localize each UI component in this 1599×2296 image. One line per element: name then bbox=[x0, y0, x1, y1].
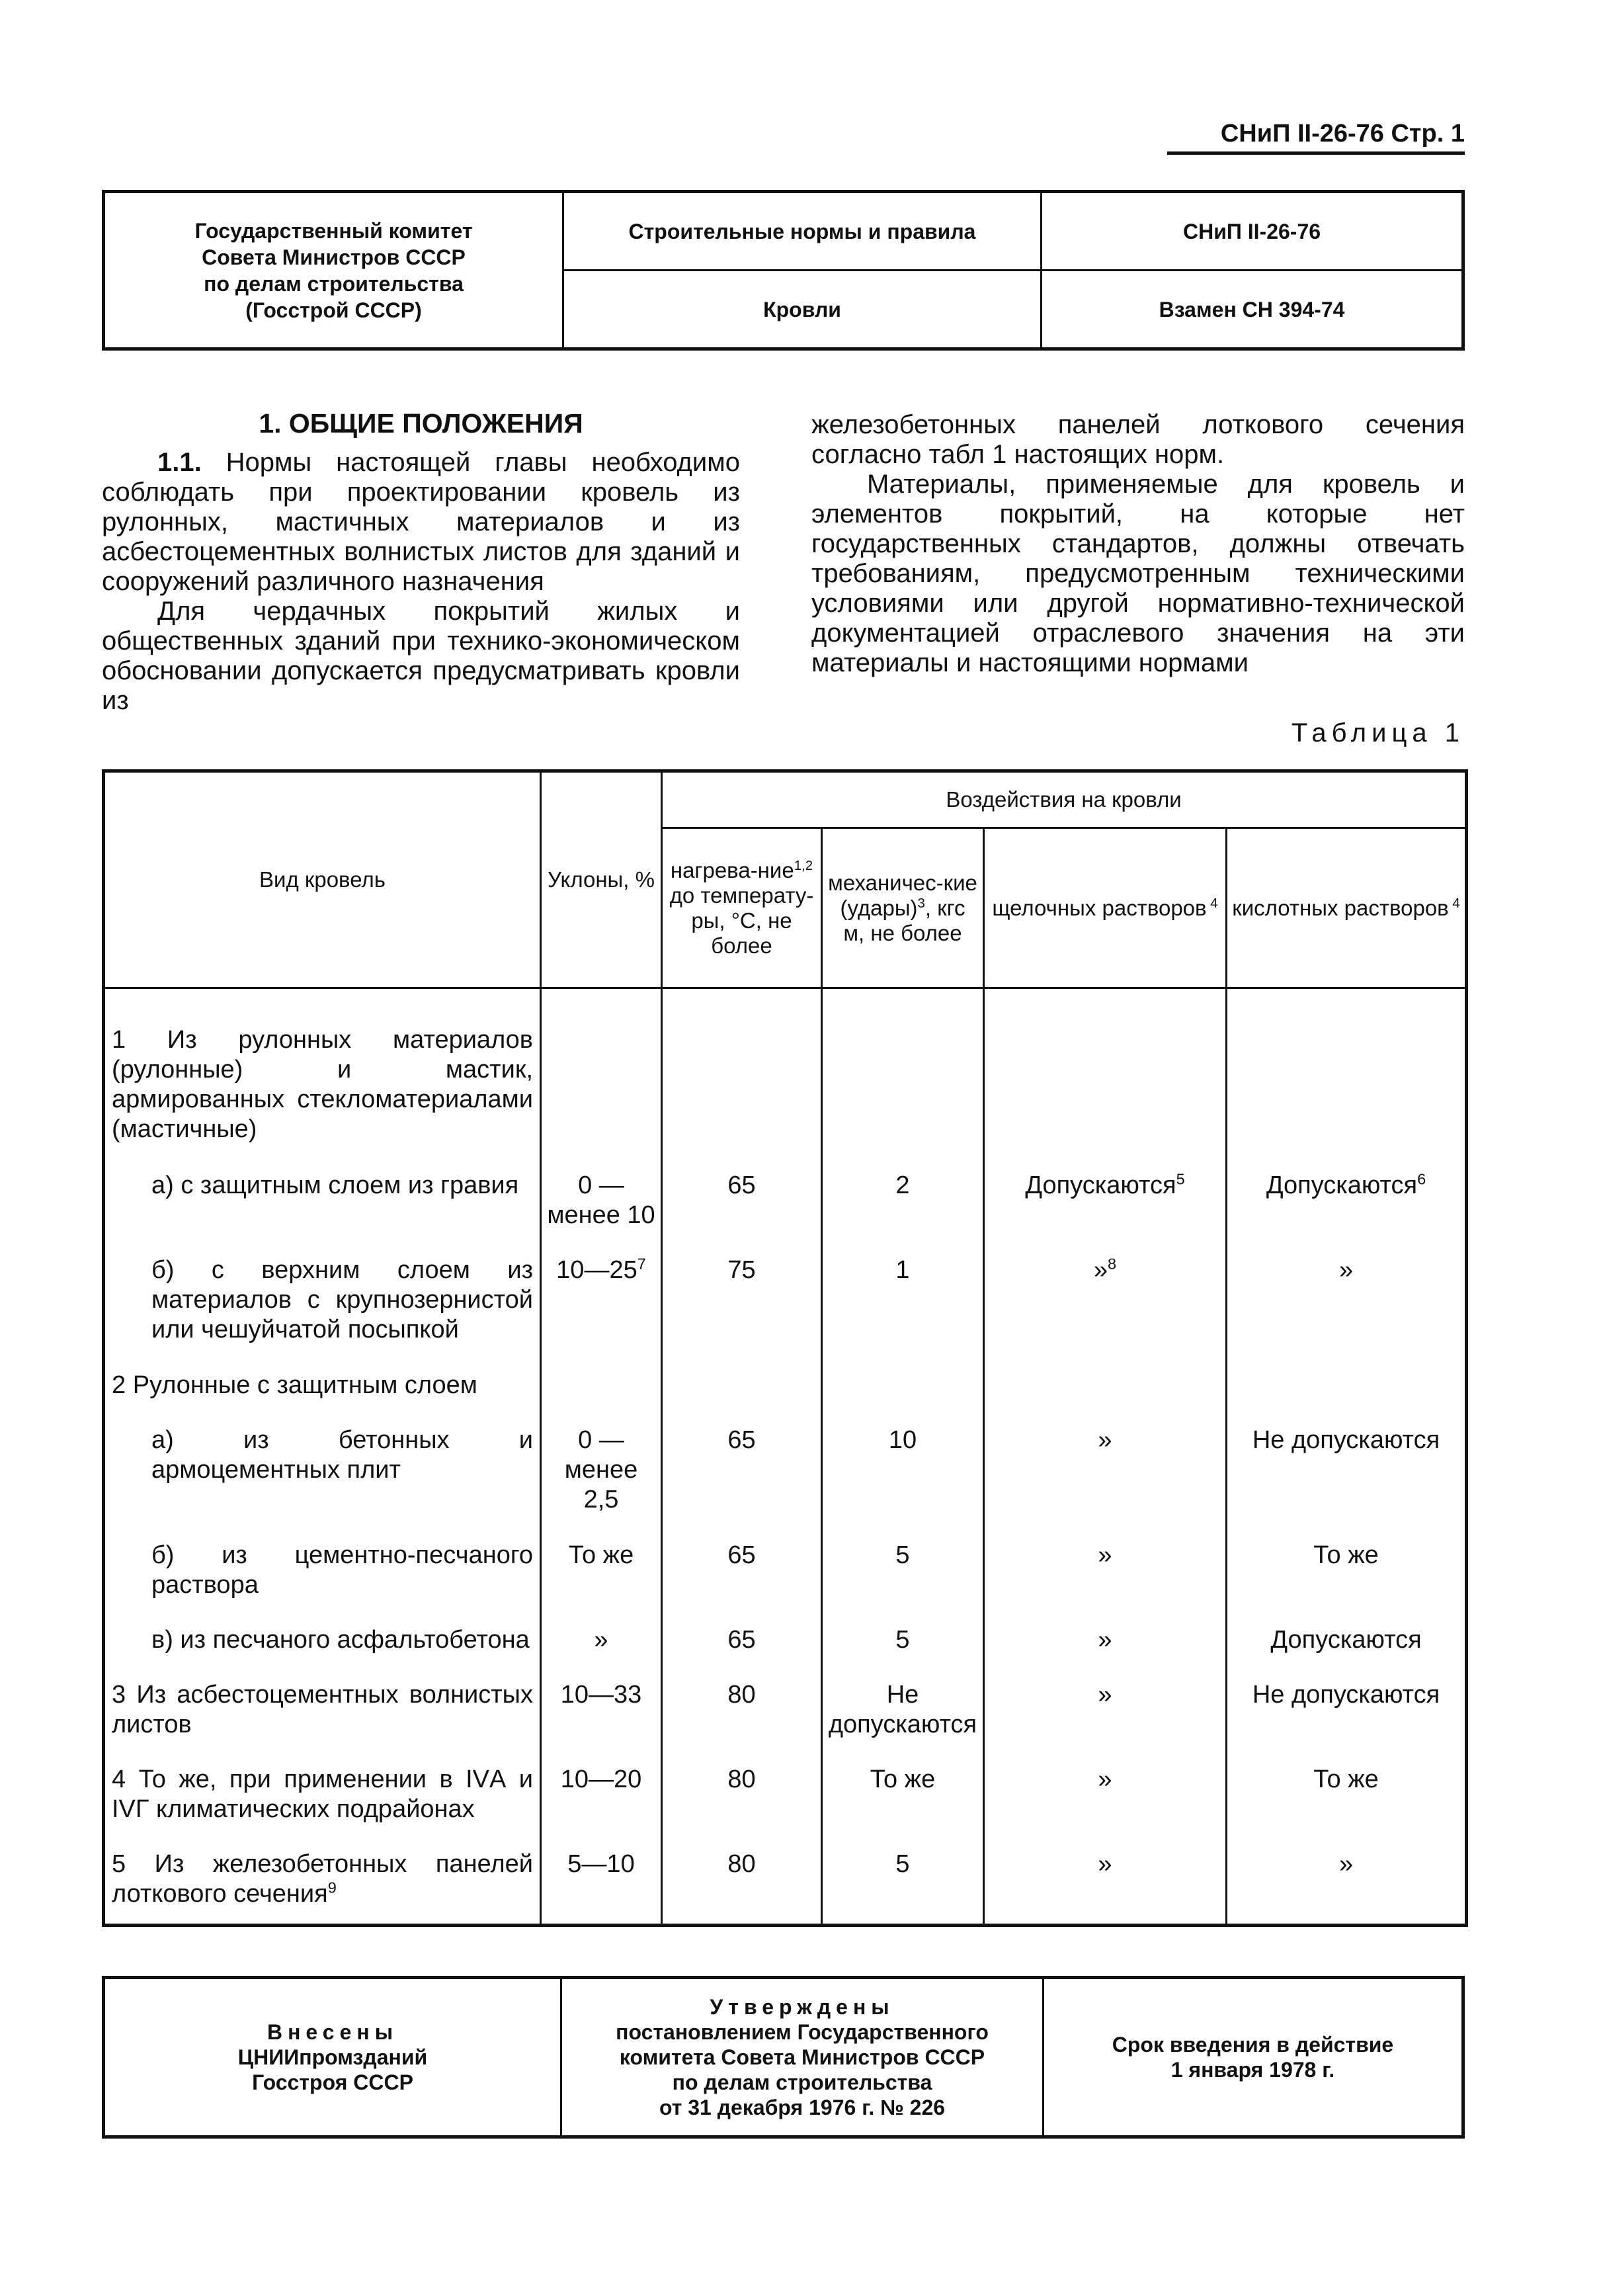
cell-kind: 1 Из рулонных материалов (рулонные) и мастик, армированных стекломатериалами (мастичные) bbox=[104, 988, 541, 1146]
cell-slope: 0 — менее 2,5 bbox=[541, 1401, 662, 1516]
cell-alk: » bbox=[984, 1516, 1227, 1601]
cell-alk: » bbox=[984, 1740, 1227, 1825]
approved-by: Утверждены постановлением Государственного комитета Совета Министров СССР по делам строительства от 31 декабря 1976 г. № 226 bbox=[561, 1978, 1044, 2137]
cell-mech: 5 bbox=[822, 1516, 984, 1601]
cell-slope: То же bbox=[541, 1516, 662, 1601]
cell-heat bbox=[662, 1346, 822, 1401]
cell-kind: б) с верхним слоем из материалов с крупнозернистой или чешуйчатой посыпкой bbox=[104, 1231, 541, 1346]
header-slopes: Уклоны, % bbox=[541, 771, 662, 988]
introduced-by: Внесены ЦНИИпромзданий Госстроя СССР bbox=[104, 1978, 561, 2137]
cell-heat: 65 bbox=[662, 1601, 822, 1656]
cell-slope bbox=[541, 1346, 662, 1401]
table-row bbox=[104, 1516, 1467, 1601]
text-column-right bbox=[811, 410, 1465, 678]
table-row bbox=[104, 1740, 1467, 1825]
roof-types-table bbox=[102, 769, 1468, 1927]
cell-mech: То же bbox=[822, 1740, 984, 1825]
section-title: 1. ОБЩИЕ ПОЛОЖЕНИЯ bbox=[259, 408, 583, 439]
table-body bbox=[104, 988, 1467, 1926]
cell-mech bbox=[822, 1346, 984, 1401]
cell-heat: 80 bbox=[662, 1740, 822, 1825]
cell-mech: Не допускаются bbox=[822, 1656, 984, 1740]
cell-slope: 10—33 bbox=[541, 1656, 662, 1740]
cell-mech: 10 bbox=[822, 1401, 984, 1516]
table-row bbox=[104, 1346, 1467, 1401]
table-row bbox=[104, 1401, 1467, 1516]
paragraph-3: железобетонных панелей лоткового сечения согласно табл 1 настоящих норм. bbox=[811, 410, 1465, 469]
replaces-note: Взамен СН 394-74 bbox=[1042, 271, 1463, 349]
table-row bbox=[104, 1825, 1467, 1925]
paragraph-4: Материалы, применяемые для кровель и элементов покрытий, на которые нет государственных стандартов, должны отвечать требованиям, предусмотренным техническими условиями или другой нормативно-технической документацией отраслевого значения на эти материалы и настоящими нормами bbox=[811, 470, 1465, 677]
cell-slope bbox=[541, 988, 662, 1146]
header-heating: нагрева-ние$^{1,2}$ до температу-ры, °С, не более bbox=[662, 828, 822, 988]
cell-heat: 65 bbox=[662, 1401, 822, 1516]
effective-date: Срок введения в действие 1 января 1978 г. bbox=[1044, 1978, 1463, 2137]
running-header: СНиП II-26-76 Стр. 1 bbox=[1167, 118, 1465, 155]
cell-heat: 65 bbox=[662, 1146, 822, 1231]
table-caption: Таблица 1 bbox=[1291, 718, 1465, 747]
document-subject: Кровли bbox=[563, 271, 1042, 349]
cell-acid bbox=[1227, 988, 1467, 1146]
cell-heat: 80 bbox=[662, 1825, 822, 1925]
cell-heat bbox=[662, 988, 822, 1146]
cell-kind: б) из цементно-песчаного раствора bbox=[104, 1516, 541, 1601]
header-roof-kind: Вид кровель bbox=[104, 771, 541, 988]
cell-alk: Допускаются$^5$ bbox=[984, 1146, 1227, 1231]
title-block bbox=[102, 190, 1465, 351]
table-row bbox=[104, 1601, 1467, 1656]
cell-alk: » bbox=[984, 1656, 1227, 1740]
cell-kind: 4 То же, при применении в IVА и IVГ климатических подрайонах bbox=[104, 1740, 541, 1825]
cell-alk: » bbox=[984, 1401, 1227, 1516]
cell-acid: То же bbox=[1227, 1516, 1467, 1601]
cell-acid: То же bbox=[1227, 1740, 1467, 1825]
cell-kind: 3 Из асбестоцементных волнистых листов bbox=[104, 1656, 541, 1740]
cell-acid: Не допускаются bbox=[1227, 1401, 1467, 1516]
paragraph-2: Для чердачных покрытий жилых и общественных зданий при технико-экономическом обосновании допускается предусматривать кровли из bbox=[102, 597, 740, 715]
header-acidic: кислотных растворов $^4$ bbox=[1227, 828, 1467, 988]
cell-acid: » bbox=[1227, 1231, 1467, 1346]
document-type: Строительные нормы и правила bbox=[563, 192, 1042, 271]
header-mechanical: механичес-кие (удары)$^3$, кгс м, не более bbox=[822, 828, 984, 988]
cell-heat: 65 bbox=[662, 1516, 822, 1601]
cell-alk: »$^8$ bbox=[984, 1231, 1227, 1346]
cell-kind: 2 Рулонные с защитным слоем bbox=[104, 1346, 541, 1401]
cell-slope: 0 — менее 10 bbox=[541, 1146, 662, 1231]
table-row bbox=[104, 1146, 1467, 1231]
cell-acid bbox=[1227, 1346, 1467, 1401]
header-alkaline: щелочных растворов $^4$ bbox=[984, 828, 1227, 988]
cell-heat: 80 bbox=[662, 1656, 822, 1740]
cell-kind: а) из бетонных и армоцементных плит bbox=[104, 1401, 541, 1516]
document-code: СНиП II-26-76 bbox=[1042, 192, 1463, 271]
cell-mech: 5 bbox=[822, 1825, 984, 1925]
cell-slope: $10—25^7$ bbox=[541, 1231, 662, 1346]
cell-alk bbox=[984, 988, 1227, 1146]
header-impacts-group: Воздействия на кровли bbox=[662, 771, 1467, 828]
cell-slope: 5—10 bbox=[541, 1825, 662, 1925]
cell-kind: 5 Из железобетонных панелей лоткового сечения$^9$ bbox=[104, 1825, 541, 1925]
text-column-left bbox=[102, 407, 740, 716]
cell-slope: » bbox=[541, 1601, 662, 1656]
cell-alk bbox=[984, 1346, 1227, 1401]
table-row bbox=[104, 988, 1467, 1146]
cell-alk: » bbox=[984, 1601, 1227, 1656]
cell-acid: Допускаются$^6$ bbox=[1227, 1146, 1467, 1231]
cell-slope: 10—20 bbox=[541, 1740, 662, 1825]
cell-kind: в) из песчаного асфальтобетона bbox=[104, 1601, 541, 1656]
approval-block bbox=[102, 1976, 1465, 2139]
issuing-committee: Государственный комитет Совета Министров СССР по делам строительства (Госстрой СССР) bbox=[104, 192, 563, 349]
cell-mech: 2 bbox=[822, 1146, 984, 1231]
cell-heat: 75 bbox=[662, 1231, 822, 1346]
table-row bbox=[104, 1231, 1467, 1346]
table-row bbox=[104, 1656, 1467, 1740]
paragraph-1-1: 1.1. Нормы настоящей главы необходимо соблюдать при проектировании кровель из рулонных, мастичных материалов и из асбестоцементных волнистых листов для зданий и сооружений различного назначения bbox=[102, 448, 740, 596]
cell-alk: » bbox=[984, 1825, 1227, 1925]
cell-mech bbox=[822, 988, 984, 1146]
cell-acid: Не допускаются bbox=[1227, 1656, 1467, 1740]
cell-kind: а) с защитным слоем из гравия bbox=[104, 1146, 541, 1231]
cell-mech: 5 bbox=[822, 1601, 984, 1656]
cell-mech: 1 bbox=[822, 1231, 984, 1346]
cell-acid: Допускаются bbox=[1227, 1601, 1467, 1656]
cell-acid: » bbox=[1227, 1825, 1467, 1925]
